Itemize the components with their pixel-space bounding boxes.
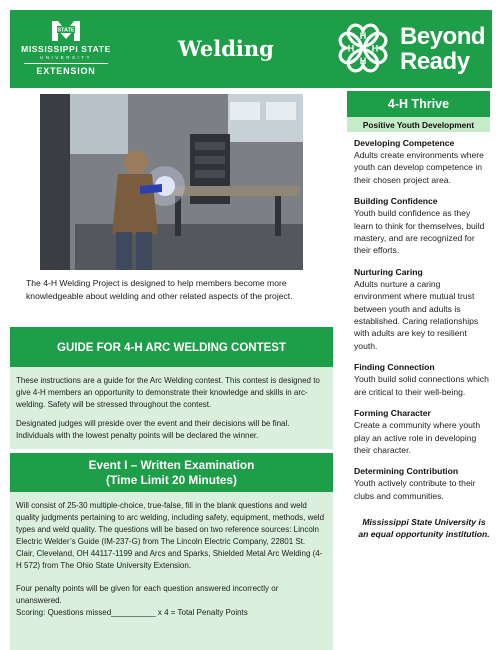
event1-scoring-line: Scoring: Questions missed__________ x 4 = Total Penalty Points [16, 608, 248, 617]
msu-logo-line3: EXTENSION [36, 66, 96, 76]
msu-m-icon [51, 20, 81, 42]
svg-text:H: H [371, 43, 379, 54]
welding-photo [40, 94, 303, 270]
msu-logo-divider [24, 63, 108, 64]
brand-line1: Beyond [400, 23, 486, 50]
4h-clover-icon [335, 20, 391, 76]
guide-panel [10, 367, 333, 449]
msu-extension-logo [18, 20, 114, 82]
sidebar-item-character [354, 407, 490, 456]
svg-text:H: H [359, 56, 367, 66]
event1-heading [10, 453, 333, 492]
sidebar-item-body: Youth build confidence as they learn to think for themselves, build mastery, and are recognized for their efforts. [354, 208, 485, 256]
equal-opportunity-statement: Mississippi State University is an equal opportunity institution. [358, 517, 490, 540]
sidebar-item-body: Youth build solid connections which are critical to their well-being. [354, 374, 489, 397]
event1-heading-line2: (Time Limit 20 Minutes) [106, 473, 237, 487]
sidebar-item-contribution [354, 465, 490, 502]
sidebar-item-title: Determining Contribution [354, 466, 459, 477]
beyond-ready-logo [400, 24, 485, 74]
sidebar-item-caring [354, 266, 490, 352]
event1-heading-line1: Event I – Written Examination [88, 458, 255, 472]
thrive-sidebar [347, 91, 490, 540]
sidebar-item-competence [354, 137, 490, 186]
event1-panel [10, 492, 333, 650]
sidebar-item-title: Developing Competence [354, 138, 455, 148]
header-banner [10, 10, 492, 88]
intro-paragraph: The 4-H Welding Project is designed to help members become more knowledgeable about welding and other related aspects of the project. [26, 278, 293, 301]
svg-text:H: H [359, 31, 367, 41]
event1-paragraph-1: Will consist of 25-30 multiple-choice, true-false, fill in the blank questions and weld quality judgments pertaining to arc welding, including safety, equipment, methods, weld types and weld quality. The questions will be based on two reference sources: Lincoln Electric Welder’s Guide (IM-237-G) from The Lincoln Electric Company, 22801 St. Clair, Cleveland, OH 44117-1199 and Arcs and Sparks, Shielded Metal Arc Welding (4-H 572) from The Ohio State University Extension. [16, 501, 325, 570]
page-title: Welding [178, 36, 274, 61]
msu-logo-line1: MISSISSIPPI STATE [21, 44, 111, 54]
sidebar-item-title: Building Confidence [354, 196, 438, 207]
msu-badge-text: STATE [57, 27, 75, 34]
msu-logo-line2: UNIVERSITY [39, 55, 92, 60]
sidebar-heading: 4-H Thrive [347, 91, 490, 117]
brand-line2: Ready [400, 48, 470, 75]
guide-paragraph-1: These instructions are a guide for the Arc Welding contest. This contest is designed to give 4-H members an opportunity to demonstrate their knowledge and skills in arc- welding. Safety will be stressed throughout the contest. [16, 376, 320, 409]
sidebar-item-title: Forming Character [354, 408, 431, 419]
sidebar-item-confidence [354, 195, 490, 257]
svg-text:H: H [347, 43, 355, 54]
sidebar-item-body: Adults create environments where youth can develop competence in their chosen project area. [354, 150, 484, 185]
sidebar-subheading: Positive Youth Development [347, 117, 490, 132]
sidebar-item-title: Finding Connection [354, 362, 435, 373]
sidebar-item-body: Youth actively contribute to their clubs and communities. [354, 478, 476, 501]
sidebar-item-title: Nurturing Caring [354, 266, 423, 277]
event1-paragraph-2: Four penalty points will be given for each question answered incorrectly or unanswered. [16, 584, 279, 605]
guide-paragraph-2: Designated judges will preside over the event and their decisions will be final. Individuals with the lowest penalty points will be declared the winner. [16, 419, 290, 440]
sidebar-item-body: Create a community where youth play an active role in developing their character. [354, 420, 481, 455]
guide-heading: GUIDE FOR 4-H ARC WELDING CONTEST [10, 327, 333, 367]
sidebar-item-connection [354, 361, 490, 398]
sidebar-item-body: Adults nurture a caring environment where mutual trust between youth and adults is established. Caring relationships with adults are key to resilient youth. [354, 278, 479, 351]
